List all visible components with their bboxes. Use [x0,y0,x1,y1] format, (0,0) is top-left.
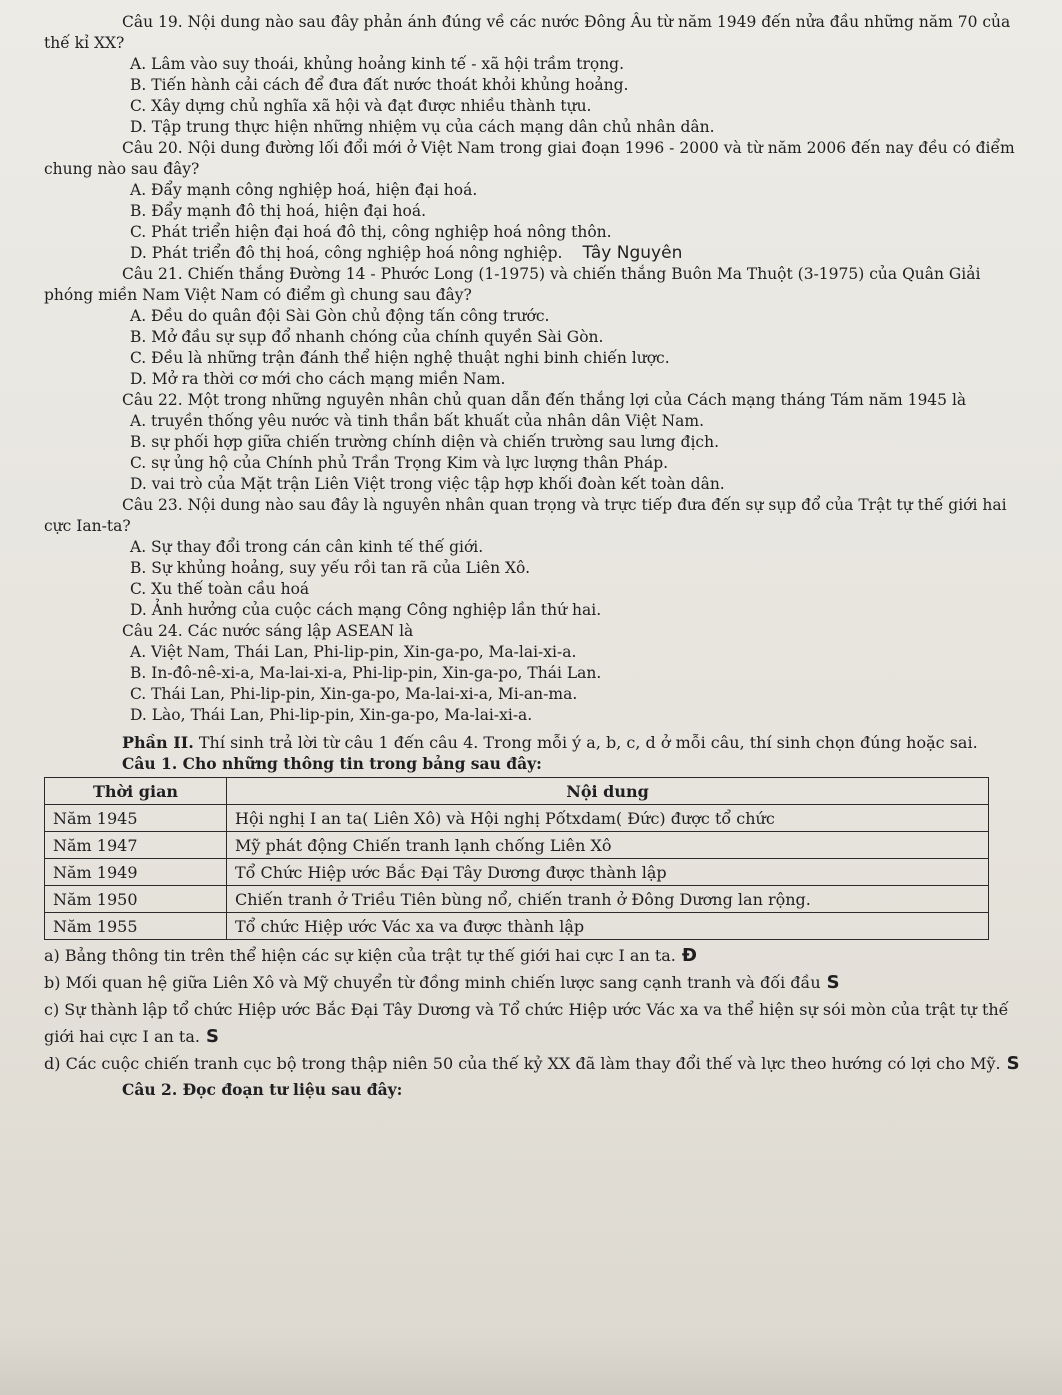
question-23-option-b: B. Sự khủng hoảng, suy yếu rồi tan rã của Liên Xô. [130,559,531,577]
question-20-option-c: C. Phát triển hiện đại hoá đô thị, công nghiệp hoá nông thôn. [130,223,612,241]
question-19-option-a: A. Lâm vào suy thoái, khủng hoảng kinh tế - xã hội trầm trọng. [130,55,625,73]
statement-b [44,969,1034,996]
part-2-question-1-text [44,753,1034,775]
statement-a [44,942,1034,969]
part-2-question-2 [44,1079,1034,1101]
table-cell-time: Năm 1945 [45,805,227,832]
question-19 [44,12,1034,138]
table-cell-time: Năm 1949 [45,859,227,886]
statement-d [44,1050,1034,1077]
statement-a-mark: Đ [681,945,697,966]
question-20-option-b: B. Đẩy mạnh đô thị hoá, hiện đại hoá. [130,202,427,220]
part-2-instructions [44,732,1034,753]
question-19-option-d: D. Tập trung thực hiện những nhiệm vụ của cách mạng dân chủ nhân dân. [130,118,715,136]
table-cell-content: Chiến tranh ở Triều Tiên bùng nổ, chiến tranh ở Đông Dương lan rộng. [227,886,989,913]
question-22-text: Câu 22. Một trong những nguyên nhân chủ quan dẫn đến thắng lợi của Cách mạng tháng Tám năm 1945 là [122,391,967,409]
table-header-time: Thời gian [45,778,227,805]
question-21 [44,264,1034,390]
statement-c [44,996,1034,1050]
question-20-option-d [130,243,1034,264]
question-21-text: Câu 21. Chiến thắng Đường 14 - Phước Long (1-1975) và chiến thắng Buôn Ma Thuột (3-1975) của Quân Giải phóng miền Nam Việt Nam có điểm gì chung sau đây? [44,265,981,304]
question-24-option-a: A. Việt Nam, Thái Lan, Phi-lip-pin, Xin-ga-po, Ma-lai-xi-a. [130,643,577,661]
question-23-text: Câu 23. Nội dung nào sau đây là nguyên nhân quan trọng và trực tiếp đưa đến sự sụp đổ của Trật tự thế giới hai cực Ian-ta? [44,496,1007,535]
photo-shadow [0,1335,1062,1395]
question-20 [44,138,1034,264]
question-23-option-d: D. Ảnh hưởng của cuộc cách mạng Công nghiệp lần thứ hai. [130,601,602,619]
part-2-text: Thí sinh trả lời từ câu 1 đến câu 4. Trong mỗi ý a, b, c, d ở mỗi câu, thí sinh chọn đúng hoặc sai. [193,733,978,752]
question-20-option-a: A. Đẩy mạnh công nghiệp hoá, hiện đại hoá. [130,181,478,199]
question-20-text: Câu 20. Nội dung đường lối đổi mới ở Việt Nam trong giai đoạn 1996 - 2000 và từ năm 2006 đến nay đều có điểm chung nào sau đây? [44,139,1015,178]
table-cell-time: Năm 1947 [45,832,227,859]
question-24-option-c: C. Thái Lan, Phi-lip-pin, Xin-ga-po, Ma-lai-xi-a, Mi-an-ma. [130,685,578,703]
statement-a-text: a) Bảng thông tin trên thể hiện các sự kiện của trật tự thế giới hai cực I an ta. [44,946,676,965]
question-22-option-b: B. sự phối hợp giữa chiến trường chính diện và chiến trường sau lưng địch. [130,433,720,451]
table-header-row [45,778,989,805]
question-22-option-a: A. truyền thống yêu nước và tinh thần bất khuất của nhân dân Việt Nam. [130,412,705,430]
question-20-option-d-text: D. Phát triển đô thị hoá, công nghiệp hoá nông nghiệp. [130,244,563,262]
question-23-option-c: C. Xu thế toàn cầu hoá [130,580,310,598]
question-22-option-c: C. sự ủng hộ của Chính phủ Trần Trọng Kim và lực lượng thân Pháp. [130,454,669,472]
question-24 [44,621,1034,726]
table-cell-content: Mỹ phát động Chiến tranh lạnh chống Liên Xô [227,832,989,859]
question-24-option-b: B. In-đô-nê-xi-a, Ma-lai-xi-a, Phi-lip-pin, Xin-ga-po, Thái Lan. [130,664,602,682]
statement-d-text: d) Các cuộc chiến tranh cục bộ trong thập niên 50 của thế kỷ XX đã làm thay đổi thế và lực theo hướng có lợi cho Mỹ. [44,1054,1001,1073]
question-23 [44,495,1034,621]
table-row [45,913,989,940]
part-2-question-1-head: Câu 1. Cho những thông tin trong bảng sau đây: [122,754,542,773]
exam-content [44,12,1034,1101]
statement-d-mark: S [1006,1053,1020,1074]
table-cell-content: Tổ chức Hiệp ước Vác xa va được thành lập [227,913,989,940]
info-table [44,777,989,940]
question-22 [44,390,1034,495]
question-19-option-c: C. Xây dựng chủ nghĩa xã hội và đạt được nhiều thành tựu. [130,97,592,115]
question-19-text: Câu 19. Nội dung nào sau đây phản ánh đúng về các nước Đông Âu từ năm 1949 đến nửa đầu những năm 70 của thế kỉ XX? [44,13,1011,52]
table-row [45,859,989,886]
question-23-option-a: A. Sự thay đổi trong cán cân kinh tế thế giới. [130,538,484,556]
handwritten-note: Tây Nguyên [582,243,683,263]
question-24-text: Câu 24. Các nước sáng lập ASEAN là [122,622,414,640]
table-cell-time: Năm 1950 [45,886,227,913]
statement-c-text: c) Sự thành lập tổ chức Hiệp ước Bắc Đại Tây Dương và Tổ chức Hiệp ước Vác xa va thể hiện sự sói mòn của trật tự thế giới hai cực I an ta. [44,1000,1009,1046]
question-19-option-b: B. Tiến hành cải cách để đưa đất nước thoát khỏi khủng hoảng. [130,76,629,94]
table-row [45,886,989,913]
table-cell-content: Tổ Chức Hiệp ước Bắc Đại Tây Dương được thành lập [227,859,989,886]
part-2-title: Phần II. [122,733,194,752]
question-24-option-d: D. Lào, Thái Lan, Phi-lip-pin, Xin-ga-po, Ma-lai-xi-a. [130,706,533,724]
question-21-option-d: D. Mở ra thời cơ mới cho cách mạng miền Nam. [130,370,506,388]
question-21-option-c: C. Đều là những trận đánh thể hiện nghệ thuật nghi binh chiến lược. [130,349,670,367]
statement-b-text: b) Mối quan hệ giữa Liên Xô và Mỹ chuyển từ đồng minh chiến lược sang cạnh tranh và đối đầu [44,973,821,992]
question-21-option-a: A. Đều do quân đội Sài Gòn chủ động tấn công trước. [130,307,550,325]
statement-b-mark: S [826,972,840,993]
table-row [45,805,989,832]
table-header-content: Nội dung [227,778,989,805]
table-cell-time: Năm 1955 [45,913,227,940]
statement-c-mark: S [205,1026,219,1047]
question-21-option-b: B. Mở đầu sự sụp đổ nhanh chóng của chính quyền Sài Gòn. [130,328,604,346]
question-22-option-d: D. vai trò của Mặt trận Liên Việt trong việc tập hợp khối đoàn kết toàn dân. [130,475,725,493]
table-row [45,832,989,859]
table-cell-content: Hội nghị I an ta( Liên Xô) và Hội nghị Pốtxdam( Đức) được tổ chức [227,805,989,832]
part-2-question-2-head: Câu 2. Đọc đoạn tư liệu sau đây: [122,1080,403,1099]
